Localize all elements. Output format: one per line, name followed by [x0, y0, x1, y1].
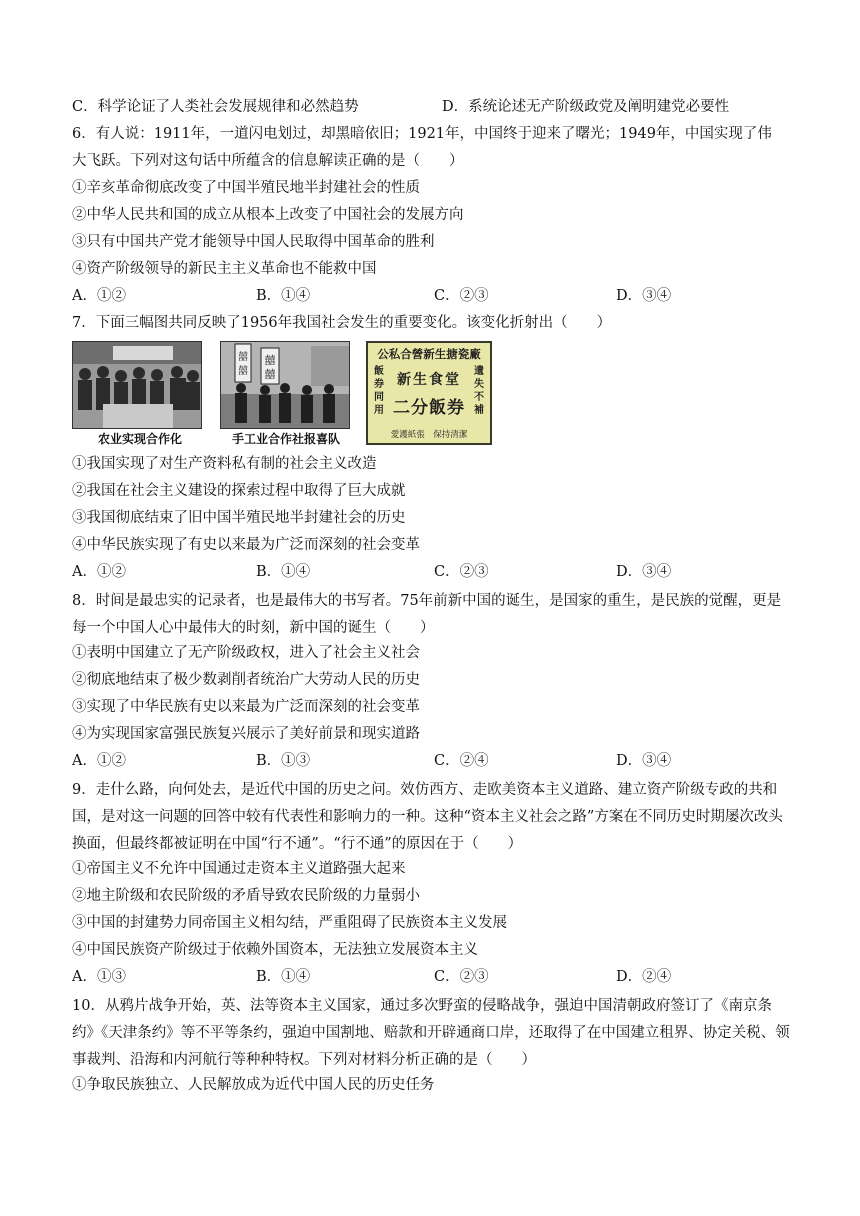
q6-item-2: ②中华人民共和国的成立从根本上改变了中国社会的发展方向 [72, 207, 464, 223]
ticket-line1: 新生食堂 [397, 372, 461, 388]
q7-option-d[interactable]: D．③④ [616, 564, 672, 580]
q7-item-2: ②我国在社会主义建设的探索过程中取得了巨大成就 [72, 483, 406, 499]
prev-question-options [72, 97, 792, 117]
option-c: C．科学论证了人类社会发展规律和必然趋势 [72, 99, 359, 115]
q6-option-b[interactable]: B．①④ [256, 288, 311, 304]
q9-item-1: ①帝国主义不允许中国通过走资本主义道路强大起来 [72, 861, 406, 877]
option-d: D．系统论述无产阶级政党及阐明建党必要性 [442, 99, 730, 115]
q7-item-1: ①我国实现了对生产资料私有制的社会主义改造 [72, 456, 377, 472]
q7-figures [72, 341, 532, 447]
q9-option-b[interactable]: B．①④ [256, 969, 311, 985]
q9-options [72, 967, 792, 987]
q7-item-3: ③我国彻底结束了旧中国半殖民地半封建社会的历史 [72, 510, 406, 526]
svg-text:囍: 囍 [264, 354, 276, 367]
ticket-title: 公私合營新生搪瓷廠 [377, 347, 481, 361]
q8-option-c[interactable]: C．②④ [434, 753, 489, 769]
q8-stem: 8．时间是最忠实的记录者，也是最伟大的书写者。75年前新中国的诞生，是国家的重生，是民族的觉醒，更是每一个中国人心中最伟大的时刻，新中国的诞生（ ） [72, 593, 782, 636]
q7-option-c[interactable]: C．②③ [434, 564, 489, 580]
ticket-right-text: 遺失不補 [474, 366, 484, 416]
q9-option-d[interactable]: D．②④ [616, 969, 672, 985]
q9-item-4: ④中国民族资产阶级过于依赖外国资本，无法独立发展资本主义 [72, 942, 478, 958]
q8-item-1: ①表明中国建立了无产阶级政权，进入了社会主义社会 [72, 645, 420, 661]
q8-options [72, 751, 792, 771]
handicraft-photo [220, 341, 350, 429]
ticket-left-text: 飯券同用 [374, 366, 384, 416]
q6-item-4: ④资产阶级领导的新民主主义革命也不能救中国 [72, 261, 377, 277]
q6-option-a[interactable]: A．①② [72, 288, 126, 304]
q9-item-3: ③中国的封建势力同帝国主义相勾结，严重阻碍了民族资本主义发展 [72, 915, 507, 931]
q6-option-c[interactable]: C．②③ [434, 288, 489, 304]
svg-text:囍: 囍 [238, 366, 248, 377]
q9-option-c[interactable]: C．②③ [434, 969, 489, 985]
q7-options [72, 562, 792, 582]
q8-item-3: ③实现了中华民族有史以来最为广泛而深刻的社会变革 [72, 699, 420, 715]
q8-item-4: ④为实现国家富强民族复兴展示了美好前景和现实道路 [72, 726, 420, 742]
q8-item-2: ②彻底地结束了极少数剥削者统治广大劳动人民的历史 [72, 672, 420, 688]
svg-text:囍: 囍 [238, 352, 248, 363]
q8-option-b[interactable]: B．①③ [256, 753, 311, 769]
q6-stem-line1: 6．有人说：1911年，一道闪电划过，却黑暗依旧；1921年，中国终于迎来了曙光；1949年，中国实现了伟 [72, 126, 772, 142]
q7-option-b[interactable]: B．①④ [256, 564, 311, 580]
figure-handicraft-caption: 手工业合作社报喜队 [232, 432, 341, 446]
figure-agriculture-caption: 农业实现合作化 [98, 432, 183, 446]
q7-item-4: ④中华民族实现了有史以来最为广泛而深刻的社会变革 [72, 537, 420, 553]
q10-item-1: ①争取民族独立、人民解放成为近代中国人民的历史任务 [72, 1077, 435, 1093]
q6-item-3: ③只有中国共产党才能领导中国人民取得中国革命的胜利 [72, 234, 435, 250]
q7-stem: 7．下面三幅图共同反映了1956年我国社会发生的重要变化。该变化折射出（ ） [72, 315, 612, 331]
ticket-line2: 二分飯券 [393, 398, 465, 418]
agriculture-photo [72, 341, 202, 429]
q6-item-1: ①辛亥革命彻底改变了中国半殖民地半封建社会的性质 [72, 180, 420, 196]
q9-option-a[interactable]: A．①③ [72, 969, 126, 985]
q8-option-d[interactable]: D．③④ [616, 753, 672, 769]
q8-option-a[interactable]: A．①② [72, 753, 126, 769]
q6-options [72, 286, 792, 306]
q9-item-2: ②地主阶级和农民阶级的矛盾导致农民阶级的力量弱小 [72, 888, 420, 904]
q9-stem: 9．走什么路，向何处去，是近代中国的历史之问。效仿西方、走欧美资本主义道路、建立资产阶级专政的共和国，是对这一问题的回答中较有代表性和影响力的一种。这种“资本主义社会之路”方案在不同历史时期屡次改头换面，但最终都被证明在中国“行不通”。“行不通”的原因在于（ ） [72, 782, 783, 852]
meal-ticket-image [366, 341, 492, 445]
ticket-bottom: 愛護紙張 保持清潔 [390, 430, 468, 440]
q10-stem: 10．从鸦片战争开始，英、法等资本主义国家，通过多次野蛮的侵略战争，强迫中国清朝政府签订了《南京条约》《天津条约》等不平等条约，强迫中国割地、赔款和开辟通商口岸，还取得了在中国建立租界、协定关税、领事裁判、沿海和内河航行等种种特权。下列对材料分析正确的是（ ） [72, 998, 790, 1068]
q6-stem-line2: 大飞跃。下列对这句话中所蕴含的信息解读正确的是（ ） [72, 153, 464, 169]
q6-option-d[interactable]: D．③④ [616, 288, 672, 304]
svg-text:囍: 囍 [264, 368, 276, 381]
q7-option-a[interactable]: A．①② [72, 564, 126, 580]
